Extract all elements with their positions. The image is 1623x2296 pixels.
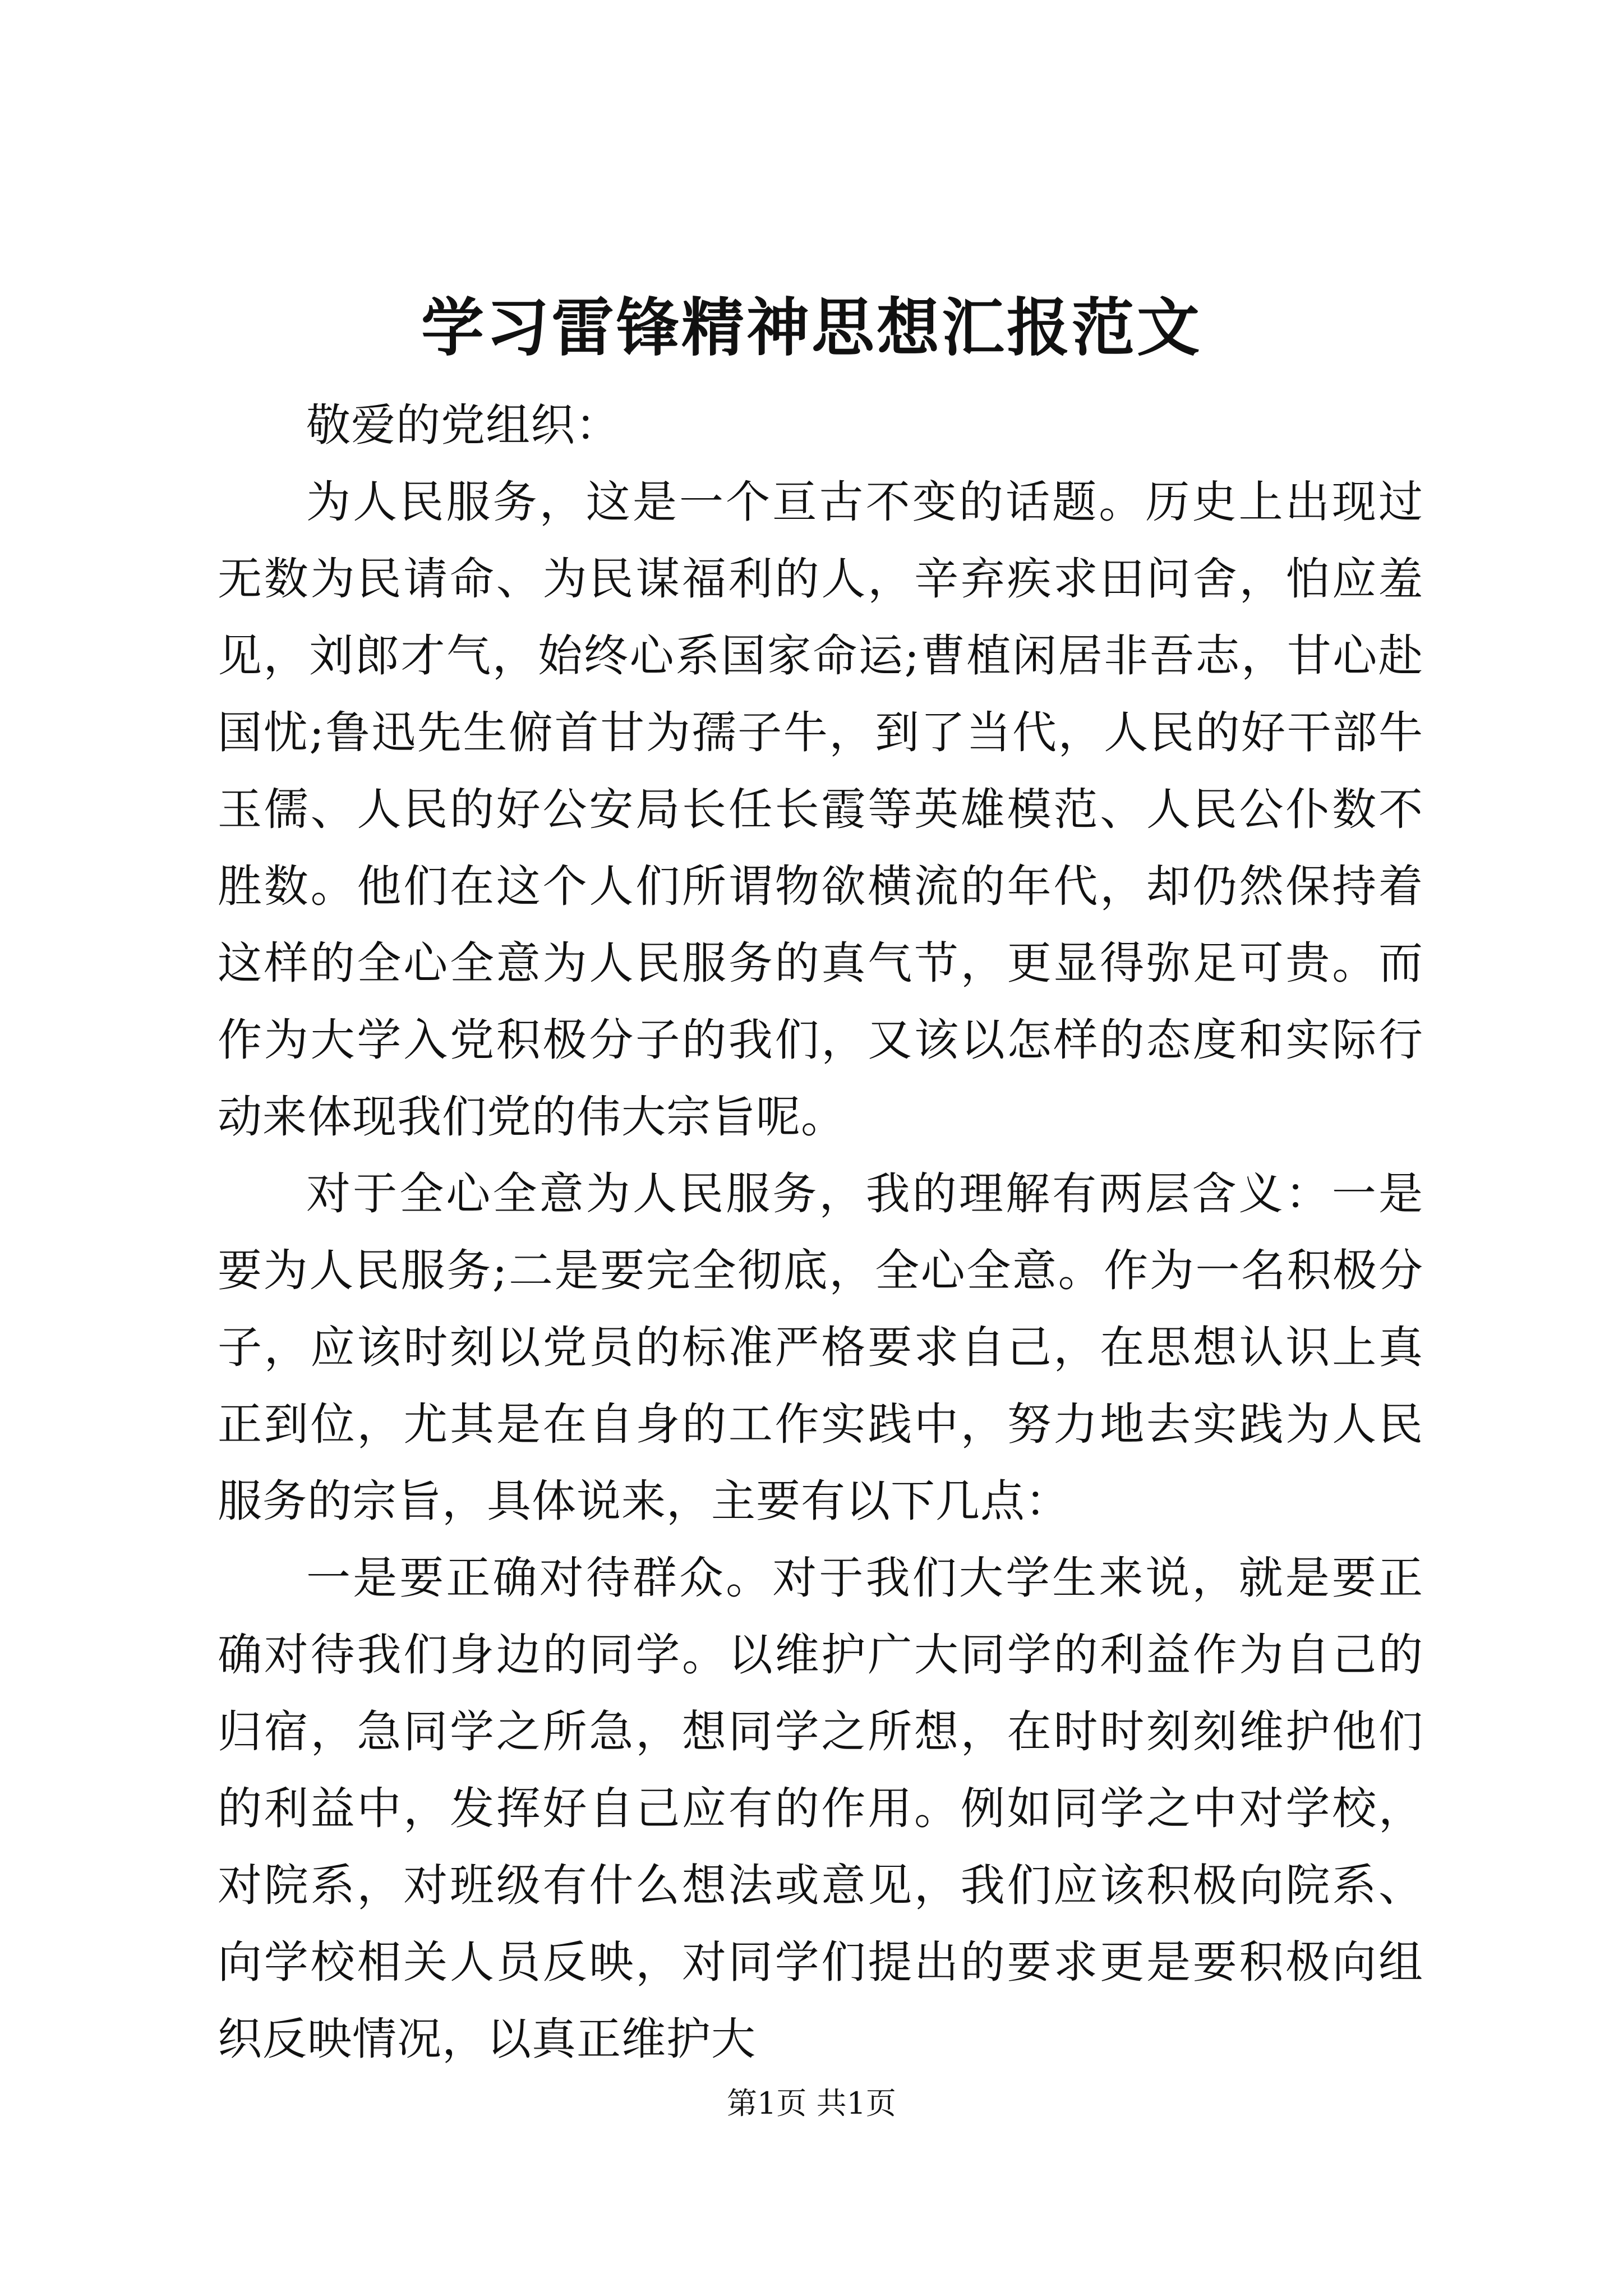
document-body: [218, 387, 1423, 2078]
salutation: 敬爱的党组织：: [306, 399, 620, 451]
page-number-footer: 第1页 共1页: [727, 2086, 896, 2121]
paragraph: 为人民服务，这是一个亘古不变的话题。历史上出现过无数为民请命、为民谋福利的人，辛弃疾求田问舍，怕应羞见，刘郎才气，始终心系国家命运;曹植闲居非吾志，甘心赴国忧;鲁迅先生俯首甘为孺子牛，到了当代，人民的好干部牛玉儒、人民的好公安局长任长霞等英雄模范、人民公仆数不胜数。他们在这个人们所谓物欲横流的年代，却仍然保持着这样的全心全意为人民服务的真气节，更显得弥足可贵。而作为大学入党积极分子的我们，又该以怎样的态度和实际行动来体现我们党的伟大宗旨呢。: [218, 476, 1423, 1143]
paragraph: 对于全心全意为人民服务，我的理解有两层含义：一是要为人民服务;二是要完全彻底，全心全意。作为一名积极分子，应该时刻以党员的标准严格要求自己，在思想认识上真正到位，尤其是在自身的工作实践中，努力地去实践为人民服务的宗旨，具体说来，主要有以下几点：: [218, 1168, 1423, 1527]
paragraph: 一是要正确对待群众。对于我们大学生来说，就是要正确对待我们身边的同学。以维护广大同学的利益作为自己的归宿，急同学之所急，想同学之所想，在时时刻刻维护他们的利益中，发挥好自己应有的作用。例如同学之中对学校，对院系，对班级有什么想法或意见，我们应该积极向院系、向学校相关人员反映，对同学们提出的要求更是要积极向组织反映情况，以真正维护大: [218, 1552, 1423, 2065]
document-title: 学习雷锋精神思想汇报范文: [421, 291, 1202, 365]
